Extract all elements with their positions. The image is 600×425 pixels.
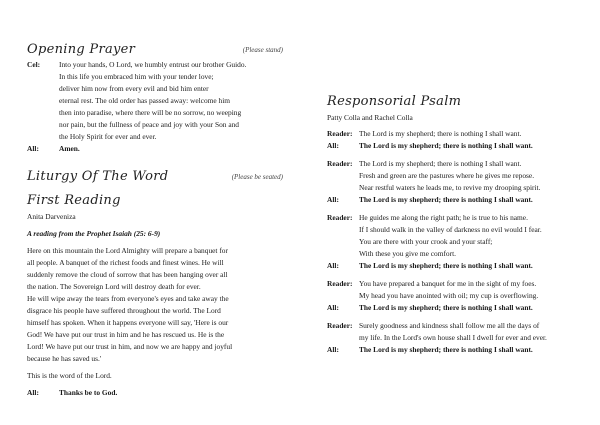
reading-all-response: [27, 387, 283, 399]
first-reading-header: [27, 193, 283, 209]
psalm-response: [327, 194, 583, 206]
psalm-response: [327, 260, 583, 272]
all-response-text: Amen.: [59, 144, 80, 153]
prayer-line: nor pain, but the fullness of peace and joy with your Son and: [59, 120, 240, 129]
psalm-line: You have prepared a banquet for me in the sight of my foes.: [359, 279, 537, 288]
opening-prayer-header: [27, 42, 283, 58]
first-reading-reader: Anita Darveniza: [27, 212, 76, 221]
prayer-line: then into paradise, where there will be no sorrow, no weeping: [59, 108, 242, 117]
right-column: [327, 94, 583, 356]
reader-label: Reader:: [327, 213, 353, 222]
reading-line: He will wipe away the tears from everyone's eyes and take away the: [27, 294, 229, 303]
psalm-stanza: [327, 158, 583, 194]
psalm-readers: Patty Colla and Rachel Colla: [327, 113, 413, 122]
reader-label: Reader:: [327, 159, 353, 168]
reading-closing: This is the word of the Lord.: [27, 371, 112, 380]
psalm-line: He guides me along the right path; he is true to his name.: [359, 213, 528, 222]
all-label: All:: [327, 141, 339, 150]
reader-label: Reader:: [327, 321, 353, 330]
celebrant-prayer: [27, 59, 283, 143]
psalm-stanza: [327, 320, 583, 344]
psalm-line: You are there with your crook and your staff;: [359, 237, 493, 246]
psalm-line: With these you give me comfort.: [359, 249, 456, 258]
psalm-header: [327, 94, 583, 110]
reading-line: himself has spoken. When it happens everyone will say, 'Here is our: [27, 318, 229, 327]
reading-line: disgrace his people have suffered throughout the world. The Lord: [27, 306, 221, 315]
psalm-line: my life. In the Lord's own house shall I dwell for ever and ever.: [359, 333, 547, 342]
psalm-response-text: The Lord is my shepherd; there is nothing I shall want.: [359, 303, 533, 312]
prayer-line: the Holy Spirit for ever and ever.: [59, 132, 157, 141]
psalm-title: Responsorial Psalm: [327, 94, 462, 109]
psalm-line: Surely goodness and kindness shall follow me all the days of: [359, 321, 540, 330]
psalm-line: Fresh and green are the pastures where he gives me repose.: [359, 171, 535, 180]
psalm-line: Near restful waters he leads me, to revive my drooping spirit.: [359, 183, 541, 192]
reading-line: God! We have put our trust in him and he has rescued us. He is the: [27, 330, 225, 339]
psalm-stanza: [327, 212, 583, 260]
psalm-stanza: [327, 128, 583, 140]
psalm-response: [327, 344, 583, 356]
psalm-response: [327, 140, 583, 152]
liturgy-note: (Please be seated): [231, 173, 283, 181]
first-reading-text: [27, 245, 283, 365]
reading-line: all people. A banquet of the richest foods and finest wines. He will: [27, 258, 224, 267]
all-label: All:: [327, 261, 339, 270]
all-label: All:: [327, 303, 339, 312]
reader-label: Reader:: [327, 279, 353, 288]
first-reading-source: A reading from the Prophet Isaiah (25: 6-9): [27, 229, 161, 238]
psalm-response-text: The Lord is my shepherd; there is nothing I shall want.: [359, 141, 533, 150]
prayer-line: In this life you embraced him with your tender love;: [59, 72, 214, 81]
psalm-response-text: The Lord is my shepherd; there is nothing I shall want.: [359, 261, 533, 270]
psalm-stanza: [327, 278, 583, 302]
psalm-response-text: The Lord is my shepherd; there is nothing I shall want.: [359, 345, 533, 354]
all-label: All:: [327, 345, 339, 354]
all-label: All:: [27, 144, 39, 153]
psalm-response: [327, 302, 583, 314]
reading-line: suddenly remove the cloud of sorrow that has been hanging over all: [27, 270, 228, 279]
prayer-line: eternal rest. The old order has passed away: welcome him: [59, 96, 231, 105]
all-label: All:: [327, 195, 339, 204]
celebrant-label: Cel:: [27, 60, 41, 69]
prayer-line: deliver him now from every evil and bid him enter: [59, 84, 209, 93]
opening-prayer-title: Opening Prayer: [27, 42, 136, 57]
psalm-response-text: The Lord is my shepherd; there is nothing I shall want.: [359, 195, 533, 204]
left-column: [27, 42, 283, 399]
all-response-text: Thanks be to God.: [59, 388, 118, 397]
reading-line: Lord! We have put our trust in him, and now we are happy and joyful: [27, 342, 233, 351]
psalm-line: If I should walk in the valley of darkness no evil would I fear.: [359, 225, 542, 234]
psalm-line: My head you have anointed with oil; my cup is overflowing.: [359, 291, 539, 300]
opening-prayer-note: (Please stand): [242, 46, 283, 54]
all-label: All:: [27, 388, 39, 397]
reading-line: Here on this mountain the Lord Almighty will prepare a banquet for: [27, 246, 228, 255]
reading-line: because he has saved us.': [27, 354, 102, 363]
liturgy-title: Liturgy Of The Word: [27, 169, 169, 184]
first-reading-title: First Reading: [27, 193, 121, 208]
reading-line: the nation. The Sovereign Lord will destroy death for ever.: [27, 282, 201, 291]
psalm-line: The Lord is my shepherd; there is nothing I shall want.: [359, 129, 522, 138]
liturgy-header: [27, 169, 283, 185]
prayer-line: Into your hands, O Lord, we humbly entrust our brother Guido.: [59, 60, 247, 69]
all-response: [27, 143, 283, 155]
reader-label: Reader:: [327, 129, 353, 138]
psalm-line: The Lord is my shepherd; there is nothing I shall want.: [359, 159, 522, 168]
